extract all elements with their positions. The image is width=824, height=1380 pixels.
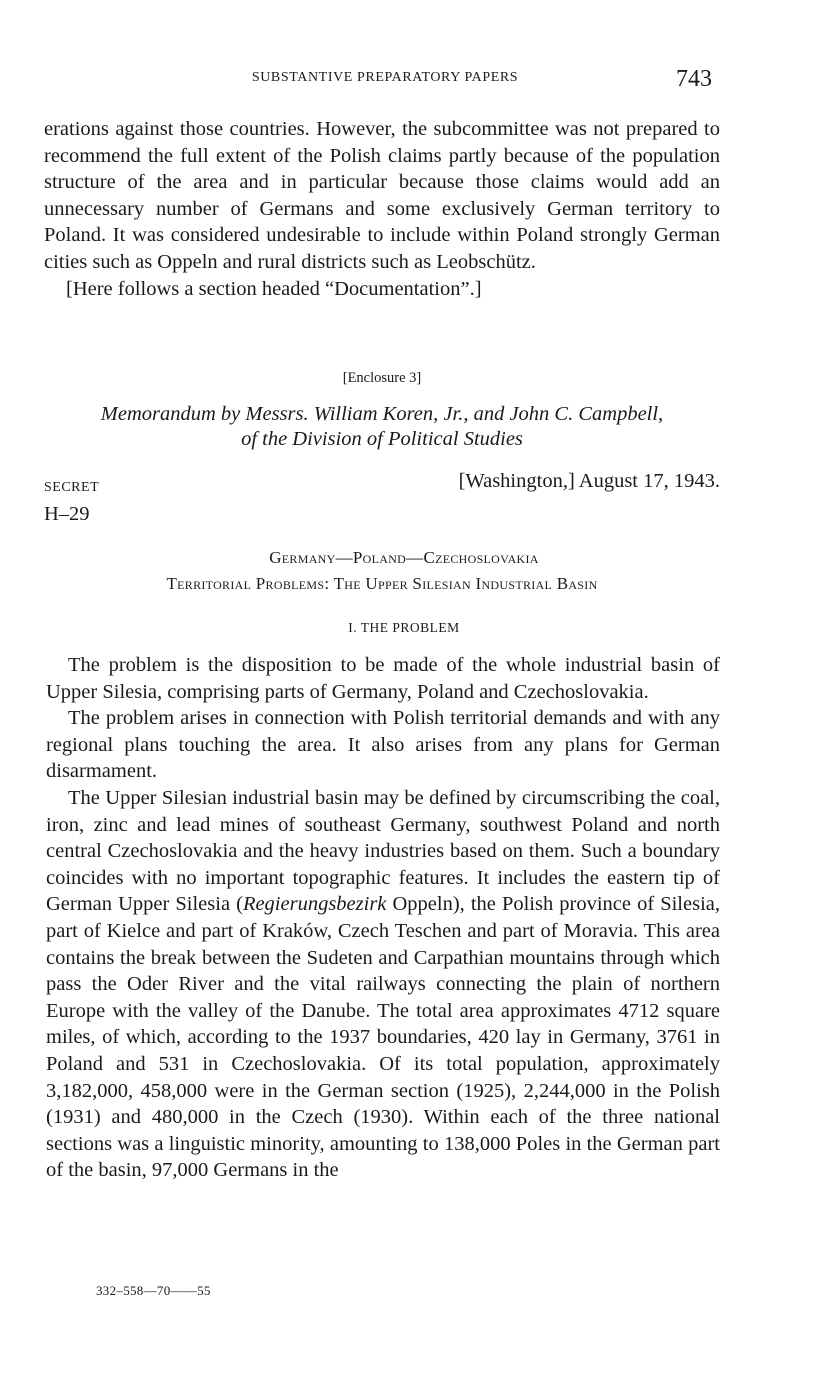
documentation-note: [Here follows a section headed “Documentation”.]	[66, 277, 482, 300]
date-line: [Washington,] August 17, 1943.	[458, 470, 720, 492]
body-paragraph-3	[46, 785, 720, 1184]
enclosure-label: [Enclosure 3]	[342, 370, 422, 386]
body-paragraph-1: The problem is the disposition to be made of the whole industrial basin of Upper Silesia, comprising parts of Germany, Poland and Czechoslovakia.	[46, 654, 720, 703]
regierungsbezirk-term: Regierungsbezirk	[242, 893, 387, 916]
memo-title	[44, 402, 720, 452]
classification-label: SECRET	[44, 480, 100, 495]
memo-title-line-2: of the Division of Political Studies	[241, 428, 523, 450]
body-paragraph-3-end: Oppeln), the Polish province of Silesia, part of Kielce and part of Kraków, Czech Teschen and part of Moravia. This area contains the break between the Sudeten and Carpathian mountains through which pass the Oder River and the vital railways connecting the plain of northern Europe with the valley of the Danube. The total area approximates 4712 square miles, of which, according to the 1937 boundaries, 420 lay in Germany, 3761 in Poland and 531 in Czechoslovakia. Of its total population, approximately 3,182,000, 458,000 were in the German section (1925), 2,244,000 in the Polish (1931) and 480,000 in the Czech (1930). Within each of the three national sections was a linguistic minority, amounting to 138,000 Poles in the German part of the basin, 97,000 Germans in the	[46, 893, 720, 1182]
subtitle-heading: Territorial Problems: The Upper Silesian Industrial Basin	[166, 574, 598, 593]
intro-text	[44, 116, 720, 302]
footer-print-code: 332–558—70——55	[96, 1283, 211, 1298]
body-text	[46, 652, 720, 1184]
page-number: 743	[676, 66, 712, 92]
intro-paragraph: erations against those countries. However, the subcommittee was not prepared to recommend the full extent of the Polish claims partly because of the population structure of the area and in particular because those claims would add an unnecessary number of Germans and some exclusively German territory to Poland. It was considered undesirable to include within Poland strongly German cities such as Oppeln and rural districts such as Leobschütz.	[44, 118, 720, 273]
document-number: H–29	[44, 503, 90, 525]
body-paragraph-3-start: The Upper Silesian industrial basin may be defined by circumscribing the coal, iron, zinc and lead mines of southeast Germany, southwest Poland and north central Czechoslovakia and the heavy industries based on them. Such a boundary coincides with no important topographic features. It includes the eastern tip of German Upper Silesia (	[46, 786, 720, 916]
running-head	[0, 66, 824, 96]
memo-title-line-1: Memorandum by Messrs. William Koren, Jr., and John C. Campbell,	[100, 403, 664, 425]
running-title: SUBSTANTIVE PREPARATORY PAPERS	[251, 70, 519, 85]
title-heading: Germany—Poland—Czechoslovakia	[269, 548, 539, 567]
section-heading: I. THE PROBLEM	[348, 620, 460, 635]
body-paragraph-2: The problem arises in connection with Polish territorial demands and with any regional plans touching the area. It also arises from any plans for German disarmament.	[46, 707, 720, 783]
